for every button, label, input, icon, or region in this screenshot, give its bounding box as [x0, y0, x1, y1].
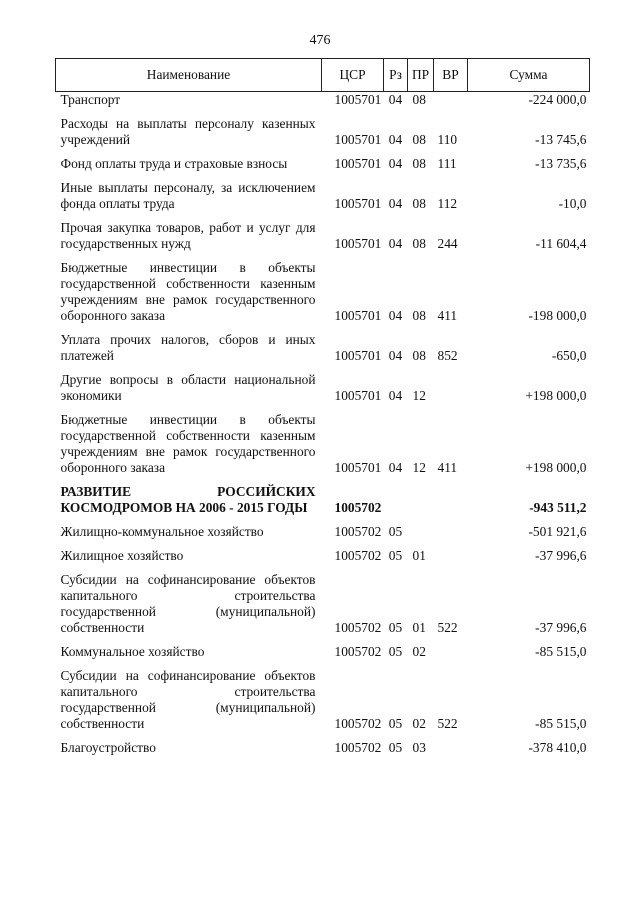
cell-vr — [434, 740, 468, 764]
cell-sum: +198 000,0 — [525, 388, 587, 403]
table-row — [56, 524, 590, 548]
cell-csr: 1005701 — [334, 348, 382, 363]
cell-vr: 411 — [437, 308, 458, 323]
cell-rz: 05 — [388, 716, 403, 731]
cell-rz: 04 — [388, 156, 403, 171]
cell-pr — [408, 524, 434, 548]
cell-sum: +198 000,0 — [525, 460, 587, 475]
cell-vr: 411 — [437, 460, 458, 475]
cell-csr: 1005701 — [334, 308, 382, 323]
cell-rz: 05 — [388, 644, 403, 659]
cell-sum: -13 745,6 — [535, 132, 587, 147]
header-vr: ВР — [434, 59, 468, 92]
cell-sum: -501 921,6 — [528, 524, 587, 539]
table-row — [56, 644, 590, 668]
cell-csr: 1005702 — [334, 500, 382, 515]
cell-pr — [408, 484, 434, 524]
cell-sum: -943 511,2 — [529, 500, 587, 515]
cell-name: Жилищно-коммунальное хозяйство — [60, 524, 264, 539]
cell-name: Расходы на выплаты персоналу казенных учреждений — [60, 116, 316, 147]
cell-vr — [434, 92, 468, 117]
cell-name: Иные выплаты персоналу, за исключением фонда оплаты труда — [60, 180, 316, 211]
cell-csr: 1005701 — [334, 236, 382, 251]
cell-csr: 1005701 — [334, 388, 382, 403]
table-row — [56, 572, 590, 644]
cell-rz: 05 — [388, 524, 403, 539]
cell-sum: -198 000,0 — [528, 308, 587, 323]
cell-name: Уплата прочих налогов, сборов и иных платежей — [60, 332, 316, 363]
table-row — [56, 372, 590, 412]
cell-name: Коммунальное хозяйство — [60, 644, 205, 659]
cell-pr: 12 — [412, 460, 426, 475]
cell-pr: 08 — [412, 92, 426, 107]
cell-sum: -85 515,0 — [535, 644, 587, 659]
cell-csr: 1005701 — [334, 196, 382, 211]
cell-name: Благоустройство — [60, 740, 156, 755]
header-sum: Сумма — [468, 59, 590, 92]
cell-pr: 08 — [412, 348, 426, 363]
table-row — [56, 332, 590, 372]
cell-sum: -224 000,0 — [528, 92, 587, 107]
cell-rz: 04 — [388, 308, 403, 323]
cell-sum: -10,0 — [558, 196, 587, 211]
table-row — [56, 92, 590, 117]
cell-rz — [384, 484, 408, 524]
cell-csr: 1005701 — [334, 132, 382, 147]
cell-vr: 522 — [437, 620, 458, 635]
cell-rz: 04 — [388, 92, 403, 107]
cell-sum: -37 996,6 — [535, 548, 587, 563]
cell-sum: -37 996,6 — [535, 620, 587, 635]
cell-vr: 110 — [437, 132, 458, 147]
cell-sum: -11 604,4 — [535, 236, 587, 251]
cell-sum: -650,0 — [551, 348, 587, 363]
cell-rz: 04 — [388, 132, 403, 147]
table-row — [56, 740, 590, 764]
table-body — [56, 92, 590, 765]
header-rz: Рз — [384, 59, 408, 92]
table-row — [56, 668, 590, 740]
cell-pr: 02 — [412, 644, 426, 659]
cell-rz: 05 — [388, 548, 403, 563]
cell-name: Транспорт — [60, 92, 121, 107]
cell-rz: 04 — [388, 196, 403, 211]
cell-vr — [434, 372, 468, 412]
table-row — [56, 260, 590, 332]
cell-csr: 1005702 — [334, 740, 382, 755]
cell-csr: 1005702 — [334, 524, 382, 539]
cell-csr: 1005702 — [334, 548, 382, 563]
header-name: Наименование — [56, 59, 322, 92]
cell-csr: 1005701 — [334, 460, 382, 475]
cell-pr: 03 — [412, 740, 426, 755]
cell-csr: 1005702 — [334, 644, 382, 659]
cell-vr — [434, 548, 468, 572]
cell-name: Жилищное хозяйство — [60, 548, 184, 563]
cell-vr: 244 — [437, 236, 458, 251]
cell-name: РАЗВИТИЕ РОССИЙСКИХ КОСМОДРОМОВ НА 2006 - 2015 ГОДЫ — [60, 484, 316, 515]
cell-vr: 111 — [437, 156, 457, 171]
table-row — [56, 116, 590, 156]
cell-sum: -85 515,0 — [535, 716, 587, 731]
table-row — [56, 412, 590, 484]
cell-sum: -378 410,0 — [528, 740, 587, 755]
table-row — [56, 220, 590, 260]
cell-pr: 01 — [412, 620, 426, 635]
cell-rz: 04 — [388, 460, 403, 475]
cell-rz: 05 — [388, 740, 403, 755]
table-row — [56, 548, 590, 572]
cell-name: Бюджетные инвестиции в объекты государственной собственности казенным учреждениям вне рамок государственного оборонного заказа — [60, 260, 316, 323]
cell-name: Бюджетные инвестиции в объекты государственной собственности казенным учреждениям вне рамок государственного оборонного заказа — [60, 412, 316, 475]
table-row — [56, 180, 590, 220]
cell-rz: 04 — [388, 388, 403, 403]
cell-name: Субсидии на софинансирование объектов капитального строительства государственной (муниципальной) собственности — [60, 668, 316, 731]
cell-pr: 08 — [412, 236, 426, 251]
table-row — [56, 156, 590, 180]
cell-csr: 1005701 — [334, 156, 382, 171]
cell-csr: 1005702 — [334, 620, 382, 635]
cell-pr: 08 — [412, 132, 426, 147]
cell-rz: 04 — [388, 236, 403, 251]
table-row — [56, 484, 590, 524]
cell-name: Другие вопросы в области национальной экономики — [60, 372, 316, 403]
cell-name: Фонд оплаты труда и страховые взносы — [60, 156, 288, 171]
cell-vr — [434, 484, 468, 524]
cell-pr: 08 — [412, 156, 426, 171]
cell-pr: 12 — [412, 388, 426, 403]
cell-name: Субсидии на софинансирование объектов капитального строительства государственной (муниципальной) собственности — [60, 572, 316, 635]
header-pr: ПР — [408, 59, 434, 92]
cell-vr: 852 — [437, 348, 458, 363]
cell-rz: 04 — [388, 348, 403, 363]
cell-vr — [434, 644, 468, 668]
cell-csr: 1005701 — [334, 92, 382, 107]
cell-name: Прочая закупка товаров, работ и услуг для государственных нужд — [60, 220, 316, 251]
table-header — [56, 59, 590, 92]
cell-rz: 05 — [388, 620, 403, 635]
budget-table — [55, 58, 590, 764]
cell-sum: -13 735,6 — [535, 156, 587, 171]
cell-pr: 08 — [412, 196, 426, 211]
cell-vr — [434, 524, 468, 548]
cell-pr: 02 — [412, 716, 426, 731]
cell-csr: 1005702 — [334, 716, 382, 731]
page-number: 476 — [309, 33, 331, 48]
cell-pr: 08 — [412, 308, 426, 323]
cell-pr: 01 — [412, 548, 426, 563]
cell-vr: 112 — [437, 196, 458, 211]
header-csr: ЦСР — [322, 59, 384, 92]
cell-vr: 522 — [437, 716, 458, 731]
